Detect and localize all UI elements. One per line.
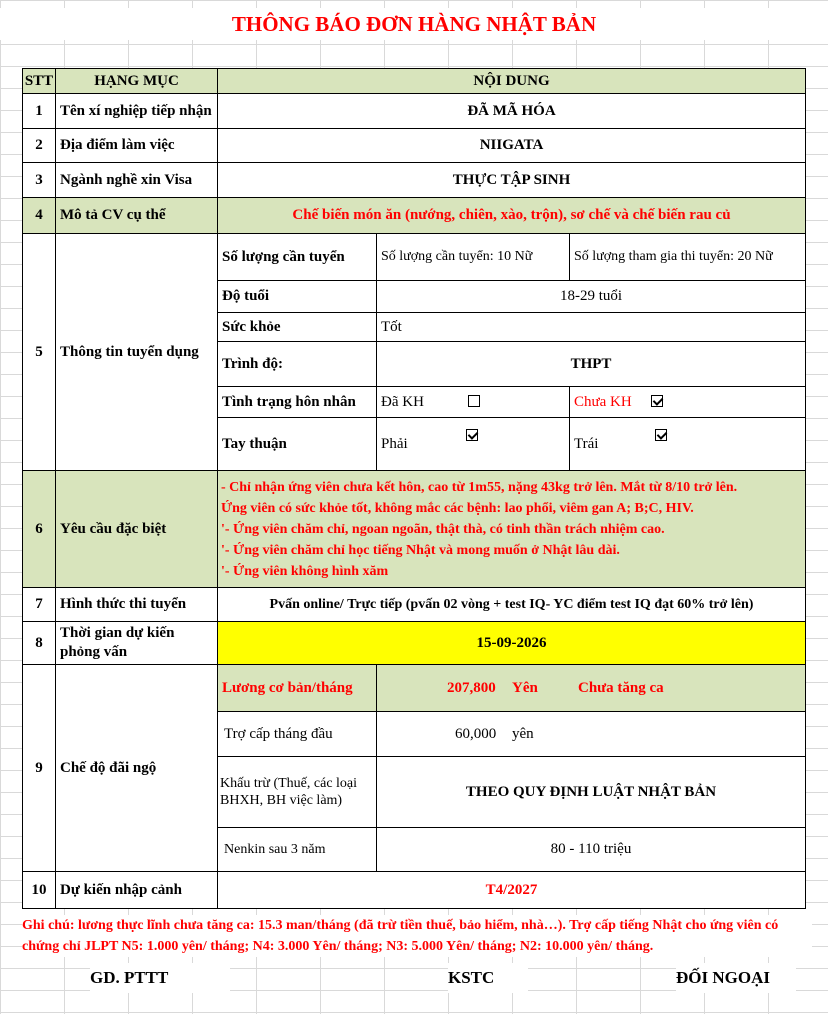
- health-value: Tốt: [376, 312, 806, 342]
- age-label: Độ tuổi: [217, 280, 377, 313]
- marital-label: Tình trạng hôn nhân: [217, 386, 377, 418]
- signature-middle: KSTC: [448, 963, 528, 993]
- hand-right-checkbox[interactable]: [466, 429, 478, 441]
- row-10-value: T4/2027: [217, 871, 806, 909]
- special-line: '- Ứng viên chăm chỉ học tiếng Nhật và mong muốn ở Nhật lâu dài.: [221, 542, 620, 558]
- allowance-amount: 60,000: [455, 725, 497, 742]
- quantity-needed: Số lượng cần tuyển: 10 Nữ: [376, 233, 570, 281]
- row-4-label: Mô tả CV cụ thể: [55, 197, 218, 234]
- row-2-number: 2: [22, 128, 56, 163]
- marital-single: [569, 386, 806, 418]
- allowance-label: Trợ cấp tháng đầu: [217, 711, 377, 757]
- row-9-number: 9: [22, 664, 56, 872]
- special-requirements: [217, 470, 806, 588]
- row-4-number: 4: [22, 197, 56, 234]
- row-4-value: Chế biến món ăn (nướng, chiên, xào, trộn), sơ chế và chế biến rau củ: [217, 197, 806, 234]
- signature-right: ĐỐI NGOẠI: [676, 963, 796, 993]
- page-title: THÔNG BÁO ĐƠN HÀNG NHẬT BẢN: [0, 8, 828, 40]
- age-value: 18-29 tuổi: [376, 280, 806, 313]
- hand-label: Tay thuận: [217, 417, 377, 471]
- row-7-label: Hình thức thi tuyển: [55, 587, 218, 622]
- row-2-label: Địa điểm làm việc: [55, 128, 218, 163]
- signature-left: GD. PTTT: [90, 963, 230, 993]
- row-1-label: Tên xí nghiệp tiếp nhận: [55, 93, 218, 129]
- special-line: '- Ứng viên không hình xăm: [221, 563, 389, 579]
- married-checkbox[interactable]: [468, 395, 480, 407]
- row-6-number: 6: [22, 470, 56, 588]
- allowance-value: [376, 711, 806, 757]
- hand-left-checkbox[interactable]: [655, 429, 667, 441]
- header-item: HẠNG MỤC: [55, 68, 218, 94]
- row-3-label: Ngành nghề xin Visa: [55, 162, 218, 198]
- salary-amount: 207,800: [447, 679, 496, 696]
- row-8-number: 8: [22, 621, 56, 665]
- footer-note: Ghi chú: lương thực lĩnh chưa tăng ca: 15.3 man/tháng (đã trừ tiền thuế, bảo hiểm, nhà…). Trợ cấp tiếng Nhật cho ứng viên có chứng chỉ JLPT N5: 1.000 yên/ tháng; N4: 3.000 Yên/ tháng; N3: 5.000 Yên/ tháng; N2: 10.000 yên/ tháng.: [22, 915, 812, 957]
- quantity-exam: Số lượng tham gia thi tuyển: 20 Nữ: [569, 233, 806, 281]
- special-line: - Chỉ nhận ứng viên chưa kết hôn, cao từ 1m55, nặng 43kg trở lên. Mắt từ 8/10 trở lên.: [221, 479, 738, 495]
- interview-date: 15-09-2026: [217, 621, 806, 665]
- row-5-label: Thông tin tuyển dụng: [55, 233, 218, 471]
- special-line: '- Ứng viên chăm chỉ, ngoan ngoãn, thật thà, có tinh thần trách nhiệm cao.: [221, 521, 665, 537]
- nenkin-value: 80 - 110 triệu: [376, 827, 806, 872]
- salary-value: [376, 664, 806, 712]
- row-7-value: Pvấn online/ Trực tiếp (pvấn 02 vòng + test IQ- YC điểm test IQ đạt 60% trở lên): [217, 587, 806, 622]
- education-label: Trình độ:: [217, 341, 377, 387]
- hand-right: [376, 417, 570, 471]
- deduct-value: THEO QUY ĐỊNH LUẬT NHẬT BẢN: [376, 756, 806, 828]
- row-10-label: Dự kiến nhập cảnh: [55, 871, 218, 909]
- row-6-label: Yêu cầu đặc biệt: [55, 470, 218, 588]
- married-label: Đã KH: [381, 393, 424, 410]
- hand-left: [569, 417, 806, 471]
- row-1-value: ĐÃ MÃ HÓA: [217, 93, 806, 129]
- row-8-label: Thời gian dự kiến phỏng vấn: [55, 621, 218, 665]
- marital-married: [376, 386, 570, 418]
- header-content: NỘI DUNG: [217, 68, 806, 94]
- row-9-label: Chế độ đãi ngộ: [55, 664, 218, 872]
- health-label: Sức khỏe: [217, 312, 377, 342]
- nenkin-label: Nenkin sau 3 năm: [217, 827, 377, 872]
- education-value: THPT: [376, 341, 806, 387]
- single-label: Chưa KH: [574, 393, 632, 410]
- deduct-label: Khấu trừ (Thuế, các loại BHXH, BH việc làm): [217, 756, 377, 828]
- header-stt: STT: [22, 68, 56, 94]
- salary-label: Lương cơ bản/tháng: [217, 664, 377, 712]
- special-line: Ứng viên có sức khỏe tốt, không mắc các bệnh: lao phổi, viêm gan A; B;C, HIV.: [221, 500, 694, 516]
- hand-right-label: Phải: [381, 435, 408, 452]
- row-10-number: 10: [22, 871, 56, 909]
- row-3-value: THỰC TẬP SINH: [217, 162, 806, 198]
- allowance-unit: yên: [512, 725, 534, 742]
- salary-note: Chưa tăng ca: [578, 679, 664, 696]
- row-3-number: 3: [22, 162, 56, 198]
- salary-unit: Yên: [512, 679, 538, 696]
- hand-left-label: Trái: [574, 435, 599, 452]
- row-1-number: 1: [22, 93, 56, 129]
- row-2-value: NIIGATA: [217, 128, 806, 163]
- row-7-number: 7: [22, 587, 56, 622]
- row-5-number: 5: [22, 233, 56, 471]
- single-checkbox[interactable]: [651, 395, 663, 407]
- quantity-label: Số lượng cần tuyển: [217, 233, 377, 281]
